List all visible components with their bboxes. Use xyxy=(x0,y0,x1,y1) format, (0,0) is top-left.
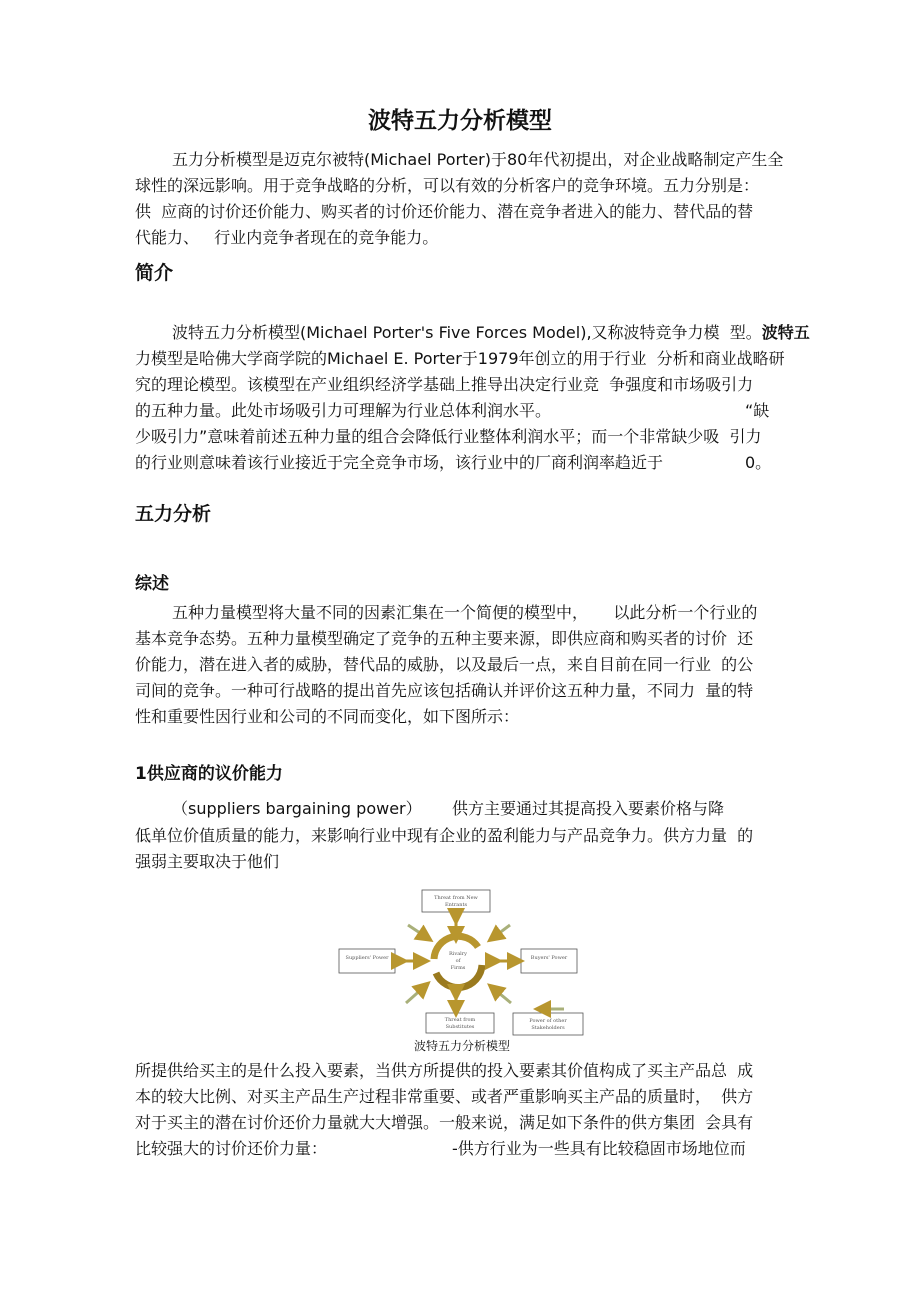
body-line: 强弱主要取决于他们 xyxy=(135,852,280,871)
body-fragment: “缺 xyxy=(745,401,770,420)
intro-line: 五力分析模型是迈克尔被特(Michael Porter)于80年代初提出，对企业战略制定产生全 xyxy=(172,150,784,169)
label-suppliers: Suppliers' Power xyxy=(345,955,389,961)
intro-line: 供 应商的讨价还价能力、购买者的讨价还价能力、潜在竞争者进入的能力、替代品的替 xyxy=(135,202,754,221)
box-stakeholders xyxy=(513,1013,583,1035)
intro-line: 代能力、 行业内竞争者现在的竞争能力。 xyxy=(135,228,439,247)
svg-text:of: of xyxy=(455,958,461,964)
heading-five-forces: 五力分析 xyxy=(135,503,212,525)
label-buyers: Buyers' Power xyxy=(530,955,568,961)
body-fragment: 供方主要通过其提高投入要素价格与降 xyxy=(452,799,725,818)
body-line: 五种力量模型将大量不同的因素汇集在一个简便的模型中， 以此分析一个行业的 xyxy=(172,603,758,622)
body-line: 的行业则意味着该行业接近于完全竞争市场，该行业中的厂商利润率趋近于 xyxy=(135,453,664,472)
box-substitutes xyxy=(426,1013,494,1033)
body-text: 波特五力分析模型(Michael Porter's Five Forces Model),又称波特竞争力模 型。 xyxy=(172,323,762,342)
body-line: 少吸引力”意味着前述五种力量的组合会降低行业整体利润水平；而一个非常缺少吸 引力 xyxy=(135,427,762,446)
box-suppliers xyxy=(339,949,395,973)
body-line: 基本竞争态势。五种力量模型确定了竞争的五种主要来源，即供应商和购买者的讨价 还 xyxy=(135,629,754,648)
svg-text:Rivalry: Rivalry xyxy=(449,951,467,957)
label-rivalry: Firms xyxy=(450,965,466,971)
label-substitutes: Threat from xyxy=(444,1017,476,1023)
document-title: 波特五力分析模型 xyxy=(368,108,552,134)
body-fragment: -供方行业为一些具有比较稳固市场地位而 xyxy=(452,1139,746,1158)
arrow-icon xyxy=(406,987,424,1003)
intro-line: 球性的深远影响。用于竞争战略的分析，可以有效的分析客户的竞争环境。五力分别是： xyxy=(135,176,760,195)
body-fragment: 比较强大的讨价还价力量： xyxy=(135,1139,328,1158)
body-line: 性和重要性因行业和公司的不同而变化，如下图所示： xyxy=(135,707,520,726)
body-line: 低单位价值质量的能力，来影响行业中现有企业的盈利能力与产品竞争力。供方力量 的 xyxy=(135,826,754,845)
body-line: 司间的竞争。一种可行战略的提出首先应该包括确认并评价这五种力量，不同力 量的特 xyxy=(135,681,754,700)
svg-text:Substitutes: Substitutes xyxy=(445,1024,475,1030)
heading-supplier-power: 1供应商的议价能力 xyxy=(135,764,283,784)
body-line: 的五种力量。此处市场吸引力可理解为行业总体利润水平。 xyxy=(135,401,552,420)
body-line: 究的理论模型。该模型在产业组织经济学基础上推导出决定行业竞 争强度和市场吸引力 xyxy=(135,375,754,394)
body-line: 对于买主的潜在讨价还价力量就大大增强。一般来说，满足如下条件的供方集团 会具有 xyxy=(135,1113,754,1132)
body-line: 力模型是哈佛大学商学院的Michael E. Porter于1979年创立的用于行业 分析和商业战略研 xyxy=(135,349,785,368)
arrow-icon xyxy=(494,925,510,937)
svg-text:Stakeholders: Stakeholders xyxy=(531,1025,565,1031)
subheading-overview: 综述 xyxy=(135,574,169,594)
box-new-entrants xyxy=(422,890,490,912)
body-line: 价能力，潜在进入者的威胁，替代品的威胁，以及最后一点，来自目前在同一行业 的公 xyxy=(135,655,754,674)
label-new-entrants: Threat from New xyxy=(434,895,478,901)
label-stakeholders: Power of other xyxy=(529,1018,567,1024)
body-fragment: 0。 xyxy=(745,453,772,472)
body-line: 所提供给买主的是什么投入要素，当供方所提供的投入要素其价值构成了买主产品总 成 xyxy=(135,1061,754,1080)
body-line: 本的较大比例、对买主产品生产过程非常重要、或者严重影响买主产品的质量时， 供方 xyxy=(135,1087,754,1106)
body-fragment: （suppliers bargaining power） xyxy=(172,799,422,818)
box-buyers xyxy=(521,949,577,973)
heading-intro: 简介 xyxy=(135,262,174,284)
body-line xyxy=(172,323,810,343)
arrow-icon xyxy=(494,989,511,1003)
five-forces-diagram xyxy=(336,885,588,1037)
arrow-icon xyxy=(408,925,426,937)
figure-caption: 波特五力分析模型 xyxy=(413,1039,510,1053)
bold-term: 波特五 xyxy=(761,323,810,342)
svg-text:Entrants: Entrants xyxy=(444,902,468,908)
